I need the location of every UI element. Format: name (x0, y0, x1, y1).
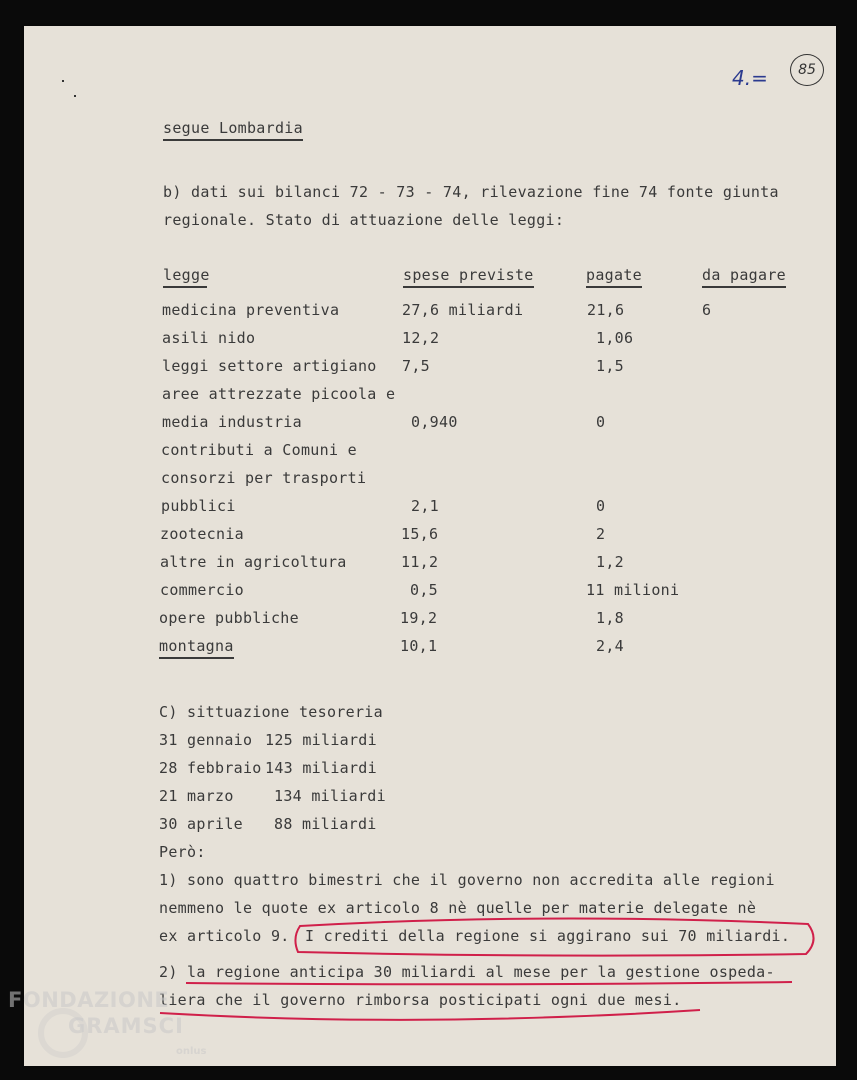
note2-line2: liera che il governo rimborsa posticipati ogni due mesi. (159, 991, 682, 1009)
pero-label: Però: (159, 843, 206, 861)
foundation-watermark (8, 988, 208, 1068)
note1-line2: nemmeno le quote ex articolo 8 nè quelle per materie delegate nè (159, 899, 757, 917)
row-planned: 0,940 (411, 413, 458, 431)
row-paid: 2 (596, 525, 606, 543)
header-spese-previste: spese previste (403, 265, 534, 288)
row-planned: 7,5 (402, 357, 430, 375)
row-law: montagna (159, 636, 234, 659)
row-law: consorzi per trasporti (161, 469, 367, 487)
section-c-title: C) sittuazione tesoreria (159, 703, 383, 721)
row-planned: 12,2 (402, 329, 440, 347)
row-law: pubblici (161, 497, 236, 515)
watermark-line3: onlus (176, 1046, 207, 1057)
speck (74, 95, 76, 97)
treasury-date: 31 gennaio (159, 731, 253, 749)
row-paid: 2,4 (596, 637, 624, 655)
watermark-line2: GRAMSCI (68, 1014, 184, 1038)
row-planned: 2,1 (411, 497, 439, 515)
treasury-date: 21 marzo (159, 787, 234, 805)
row-law: asili nido (162, 329, 256, 347)
handwritten-page-number: 4.= (732, 66, 768, 90)
row-paid: 1,5 (596, 357, 624, 375)
section-b-line2: regionale. Stato di attuazione delle leggi: (163, 211, 565, 229)
row-planned: 10,1 (400, 637, 438, 655)
header-da-pagare: da pagare (702, 265, 786, 288)
row-paid: 0 (596, 497, 606, 515)
row-law: commercio (160, 581, 244, 599)
row-paid: 1,8 (596, 609, 624, 627)
note2-line1: 2) la regione anticipa 30 miliardi al mese per la gestione ospeda- (159, 963, 775, 981)
row-planned: 27,6 miliardi (402, 301, 524, 319)
row-law: medicina preventiva (162, 301, 340, 319)
treasury-amount: 134 miliardi (274, 787, 386, 805)
row-paid: 11 milioni (586, 581, 680, 599)
header-legge: legge (163, 265, 207, 288)
speck (62, 80, 64, 82)
row-paid: 1,2 (596, 553, 624, 571)
row-planned: 19,2 (400, 609, 438, 627)
treasury-amount: 125 miliardi (265, 731, 377, 749)
row-paid: 1,06 (596, 329, 634, 347)
row-planned: 15,6 (401, 525, 439, 543)
circled-page-stamp: 85 (790, 54, 824, 86)
row-law: leggi settore artigiano (162, 357, 377, 375)
header-pagate: pagate (586, 265, 642, 288)
treasury-date: 28 febbraio (159, 759, 262, 777)
row-planned: 0,5 (410, 581, 438, 599)
page-title: segue Lombardia (163, 118, 303, 141)
note1-line1: 1) sono quattro bimestri che il governo non accredita alle regioni (159, 871, 775, 889)
watermark-line1: FONDAZIONE (8, 988, 170, 1012)
row-law: contributi a Comuni e (161, 441, 357, 459)
row-law: zootecnia (160, 525, 244, 543)
row-planned: 11,2 (401, 553, 439, 571)
row-law: media industria (162, 413, 302, 431)
treasury-amount: 88 miliardi (274, 815, 377, 833)
row-law: aree attrezzate picoola e (162, 385, 396, 403)
note1-line3a: ex articolo 9. (159, 927, 290, 945)
note1-line3b: I crediti della regione si aggirano sui 70 miliardi. (305, 927, 791, 945)
section-b-line1: b) dati sui bilanci 72 - 73 - 74, rilevazione fine 74 fonte giunta (163, 183, 779, 201)
row-law: altre in agricoltura (160, 553, 347, 571)
row-law: opere pubbliche (159, 609, 299, 627)
row-paid: 21,6 (587, 301, 625, 319)
treasury-date: 30 aprile (159, 815, 243, 833)
row-to-pay: 6 (702, 301, 712, 319)
row-paid: 0 (596, 413, 606, 431)
treasury-amount: 143 miliardi (265, 759, 377, 777)
